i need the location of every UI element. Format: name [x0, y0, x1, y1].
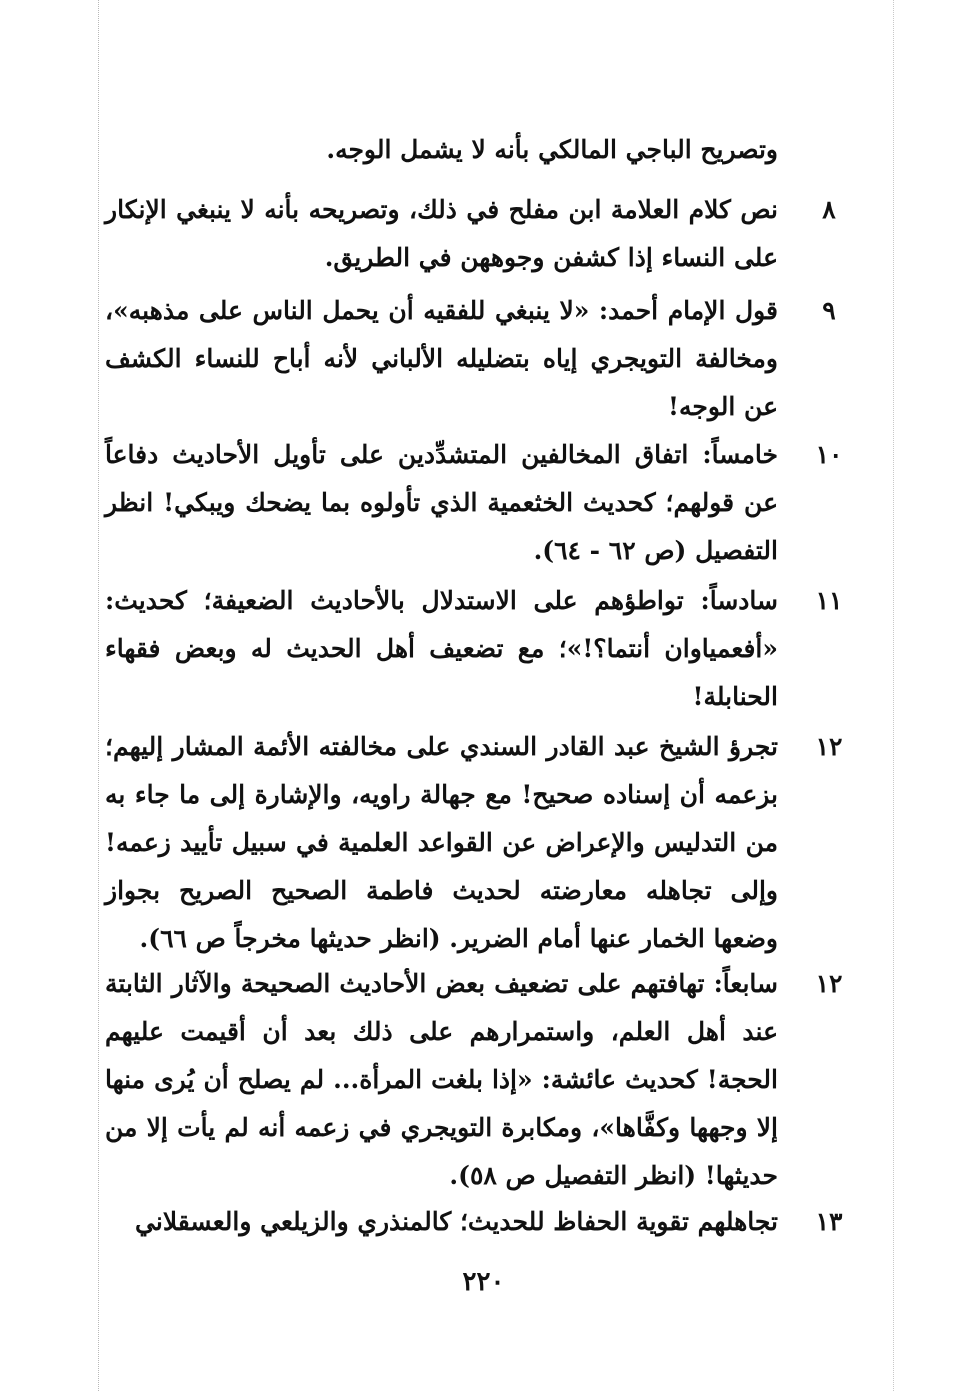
- item-number: ١٢: [815, 969, 843, 998]
- item-text: قول الإمام أحمد: «لا ينبغي للفقيه أن يحمل الناس على مذهبه»، ومخالفة التويجري إياه بتضليله الألباني لأنه أباح للنساء الكشف عن الوجه!: [105, 296, 778, 421]
- item-number: ١٣: [815, 1207, 843, 1236]
- item-number: ١٠: [815, 440, 843, 469]
- item-number: ١٢: [815, 732, 843, 761]
- item-number: ١١: [815, 586, 843, 615]
- item-text: تجاهلهم تقوية الحفاظ للحديث؛ كالمنذري والزيلعي والعسقلاني: [135, 1207, 778, 1236]
- item-text: سابعاً: تهافتهم على تضعيف بعض الأحاديث الصحيحة والآثار الثابتة عند أهل العلم، واستمرارهم على ذلك بعد أن أقيمت عليهم الحجة! كحديث عائشة: «إذا بلغت المرأة... لم يصلح أن يُرى منها إلا وجهها وكفَّاها»، ومكابرة التويجري في زعمه أنه لم يأت إلا من حديثها! (انظر التفصيل ص ٥٨).: [105, 969, 778, 1190]
- item-number: ٨: [822, 195, 836, 224]
- page-number: ٢٢٠: [462, 1267, 505, 1297]
- intro-text: وتصريح الباجي المالكي بأنه لا يشمل الوجه.: [326, 135, 778, 164]
- item-number: ٩: [822, 296, 836, 325]
- item-text: سادساً: تواطؤهم على الاستدلال بالأحاديث الضعيفة؛ كحديث: «أفعمياوان أنتما؟!»؛ مع تضعيف أهل الحديث له وبعض فقهاء الحنابلة!: [105, 586, 778, 711]
- margin-guide-left: [98, 0, 99, 1391]
- item-text: خامساً: اتفاق المخالفين المتشدِّدين على تأويل الأحاديث دفاعاً عن قولهم؛ كحديث الخثعمية الذي تأولوه بما يضحك ويبكي! انظر التفصيل (ص ٦٢ - ٦٤).: [105, 440, 778, 565]
- item-text: نص كلام العلامة ابن مفلح في ذلك، وتصريحه بأنه لا ينبغي الإنكار على النساء إذا كشفن وجوههن في الطريق.: [105, 195, 778, 272]
- item-text: تجرؤ الشيخ عبد القادر السندي على مخالفته الأئمة المشار إليهم؛ بزعمه أن إسناده صحيح! مع جهالة راويه، والإشارة إلى ما جاء به من التدليس والإعراض عن القواعد العلمية في سبيل تأييد زعمه! وإلى تجاهله معارضته لحديث فاطمة الصحيح الصريح بجواز وضعها الخمار عنها أمام الضرير. (انظر حديثها مخرجاً ص ٦٦).: [105, 732, 778, 953]
- margin-guide-right: [893, 0, 894, 1391]
